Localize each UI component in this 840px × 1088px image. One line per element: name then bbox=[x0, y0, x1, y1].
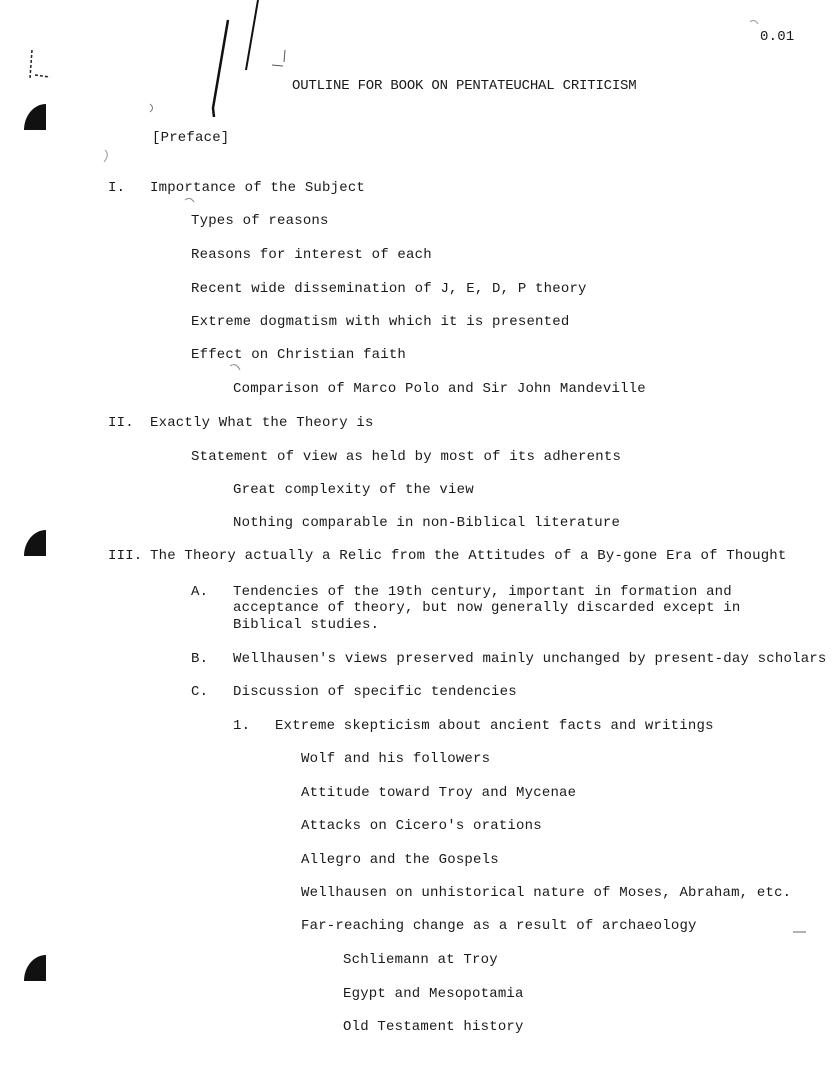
section-numeral: III. bbox=[108, 548, 143, 564]
subsection-line: Discussion of specific tendencies bbox=[233, 684, 517, 700]
section-heading: The Theory actually a Relic from the Attitudes of a By-gone Era of Thought bbox=[150, 548, 787, 564]
subsection-letter: C. bbox=[191, 684, 209, 700]
outline-subitem: Schliemann at Troy bbox=[343, 952, 498, 968]
point-number: 1. bbox=[233, 718, 251, 734]
subsection-line: Biblical studies. bbox=[233, 617, 380, 633]
section-numeral: II. bbox=[108, 415, 134, 431]
section-numeral: I. bbox=[108, 180, 126, 196]
subsection-line: Wellhausen's views preserved mainly unchanged by present-day scholars bbox=[233, 651, 827, 667]
outline-item: Reasons for interest of each bbox=[191, 247, 432, 263]
subsection-letter: B. bbox=[191, 651, 209, 667]
outline-item: Nothing comparable in non-Biblical literature bbox=[233, 515, 621, 531]
outline-item: Comparison of Marco Polo and Sir John Mandeville bbox=[233, 381, 646, 397]
outline-subitem: Old Testament history bbox=[343, 1019, 524, 1035]
outline-item: Wolf and his followers bbox=[301, 751, 491, 767]
outline-item: Statement of view as held by most of its adherents bbox=[191, 449, 622, 465]
outline-item: Extreme dogmatism with which it is presented bbox=[191, 314, 570, 330]
page-number: 0.01 bbox=[760, 29, 795, 45]
preface-heading: [Preface] bbox=[152, 130, 230, 146]
section-heading: Importance of the Subject bbox=[150, 180, 366, 196]
page-title: OUTLINE FOR BOOK ON PENTATEUCHAL CRITICISM bbox=[292, 78, 637, 94]
outline-subitem: Egypt and Mesopotamia bbox=[343, 986, 524, 1002]
outline-item: Effect on Christian faith bbox=[191, 347, 407, 363]
outline-item: Great complexity of the view bbox=[233, 482, 474, 498]
subsection-line: Tendencies of the 19th century, important in formation and bbox=[233, 584, 732, 600]
outline-item: Types of reasons bbox=[191, 213, 329, 229]
subsection-letter: A. bbox=[191, 584, 209, 600]
outline-item: Recent wide dissemination of J, E, D, P theory bbox=[191, 281, 587, 297]
outline-item: Wellhausen on unhistorical nature of Moses, Abraham, etc. bbox=[301, 885, 792, 901]
outline-item: Attacks on Cicero's orations bbox=[301, 818, 542, 834]
outline-item: Attitude toward Troy and Mycenae bbox=[301, 785, 577, 801]
section-heading: Exactly What the Theory is bbox=[150, 415, 374, 431]
subsection-line: acceptance of theory, but now generally discarded except in bbox=[233, 600, 741, 616]
outline-item: Far-reaching change as a result of archaeology bbox=[301, 918, 697, 934]
point-text: Extreme skepticism about ancient facts and writings bbox=[275, 718, 714, 734]
outline-item: Allegro and the Gospels bbox=[301, 852, 499, 868]
